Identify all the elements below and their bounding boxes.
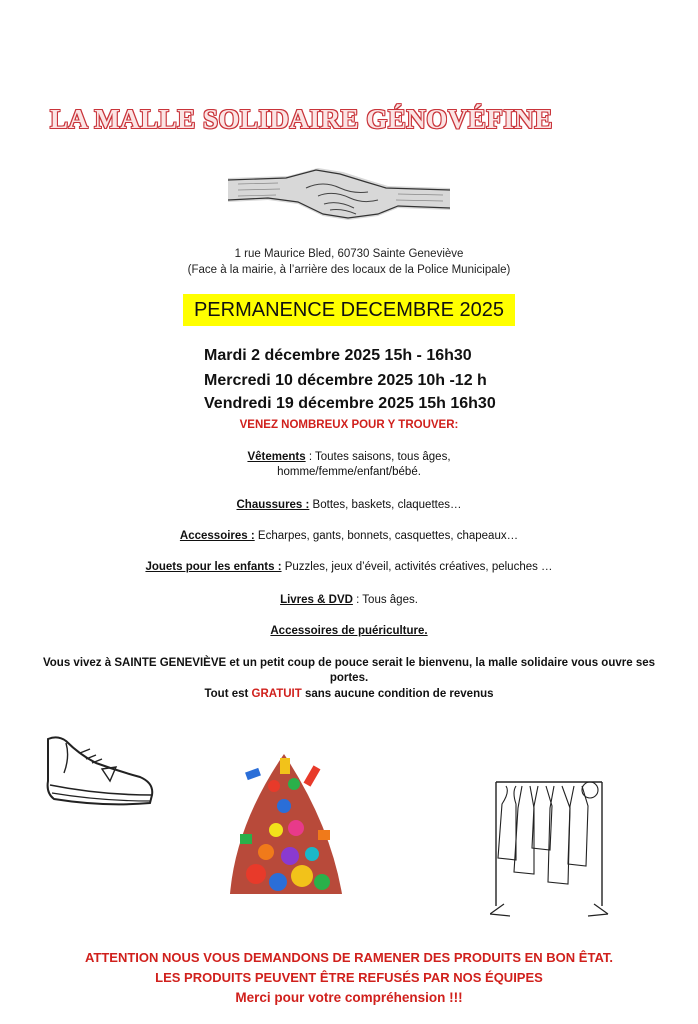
item-livres (0, 593, 698, 608)
date-line: Mercredi 10 décembre 2025 10h -12 h (204, 372, 487, 389)
item-text: : Toutes saisons, tous âges, (305, 451, 451, 463)
item-accessoires (0, 529, 698, 544)
gratuit-word: GRATUIT (251, 688, 302, 700)
message-line-1: Vous vivez à SAINTE GENEVIÈVE et un petit coup de pouce serait le bienvenu, la malle solidaire vous ouvre ses (42, 657, 656, 669)
item-vetements-cont: homme/femme/enfant/bébé. (277, 466, 421, 478)
item-chaussures (0, 498, 698, 513)
gratuit-line (0, 687, 698, 702)
page-title: LA MALLE SOLIDAIRE GÉNOVÉFINE (50, 104, 553, 134)
call-to-action: VENEZ NOMBREUX POUR Y TROUVER: (239, 419, 459, 431)
clothes-rack-sketch (490, 778, 610, 920)
gratuit-after: sans aucune condition de revenus (301, 688, 494, 700)
item-label: Vêtements (247, 451, 306, 463)
item-text: Echarpes, gants, bonnets, casquettes, chapeaux… (254, 530, 519, 542)
permanence-heading: PERMANENCE DECEMBRE 2025 (183, 294, 515, 326)
item-label: Chaussures : (236, 499, 310, 511)
address-line-1: 1 rue Maurice Bled, 60730 Sainte Geneviève (234, 248, 464, 260)
attention-line-2: LES PRODUITS PEUVENT ÊTRE REFUSÉS PAR NOS ÉQUIPES (155, 970, 543, 985)
item-vetements (0, 450, 698, 465)
attention-line-1: ATTENTION NOUS VOUS DEMANDONS DE RAMENER DES PRODUITS EN BON ÊTAT. (85, 950, 613, 965)
gratuit-before: Tout est (204, 688, 252, 700)
item-label: Accessoires : (179, 530, 255, 542)
message-line-2: portes. (329, 672, 369, 684)
item-label: Livres & DVD (280, 594, 353, 606)
item-jouets (0, 560, 698, 575)
attention-line-3: Merci pour votre compréhension !!! (235, 990, 463, 1005)
address-line-2: (Face à la mairie, à l’arrière des locaux de la Police Municipale) (187, 264, 511, 276)
handshake-illustration (228, 158, 450, 228)
item-text: Puzzles, jeux d’éveil, activités créatives, peluches … (281, 561, 553, 573)
sneaker-sketch (44, 733, 156, 809)
item-text: Bottes, baskets, claquettes… (309, 499, 462, 511)
date-line: Mardi 2 décembre 2025 15h - 16h30 (204, 347, 472, 364)
item-text: : Tous âges. (352, 594, 418, 606)
item-label: Jouets pour les enfants : (145, 561, 282, 573)
date-line: Vendredi 19 décembre 2025 15h 16h30 (204, 395, 496, 412)
item-label: Accessoires de puériculture. (270, 625, 428, 637)
item-puericulture (0, 624, 698, 639)
toy-pile-photo (226, 744, 344, 896)
